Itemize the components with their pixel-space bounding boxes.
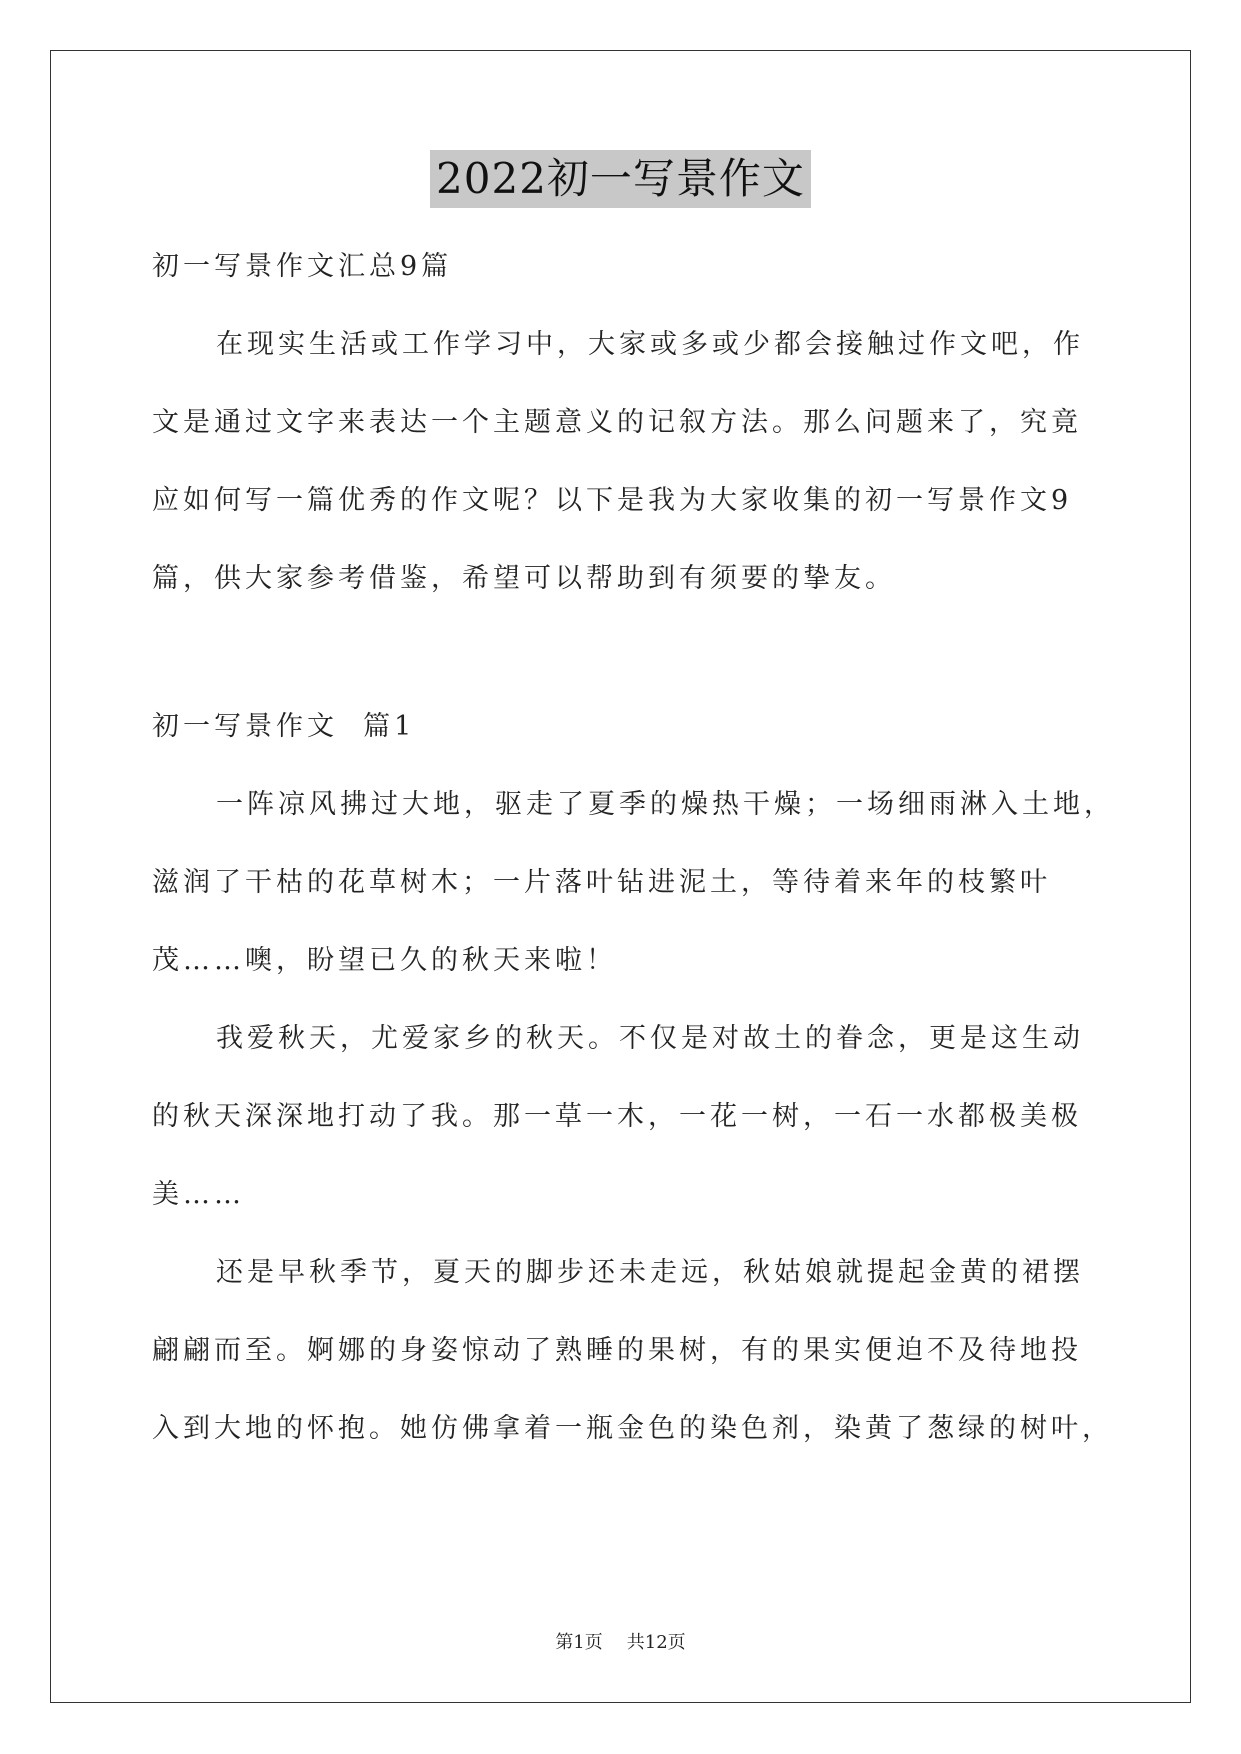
page-total: 共12页 bbox=[626, 1632, 686, 1653]
page-number: 第1页 bbox=[555, 1632, 603, 1653]
document-body bbox=[152, 228, 1115, 1468]
page-footer bbox=[0, 1628, 1241, 1654]
section-heading: 初一写景作文 篇1 bbox=[152, 711, 416, 742]
paragraph-line: 一阵凉风拂过大地，驱走了夏季的燥热干燥；一场细雨淋入土地， bbox=[216, 789, 1115, 820]
summary-heading: 初一写景作文汇总9篇 bbox=[152, 251, 453, 282]
intro-line: 篇，供大家参考借鉴，希望可以帮助到有须要的挚友。 bbox=[152, 563, 896, 594]
intro-line: 在现实生活或工作学习中，大家或多或少都会接触过作文吧，作 bbox=[216, 329, 1084, 360]
document-title: 2022初一写景作文 bbox=[430, 150, 811, 208]
paragraph-line: 翩翩而至。婀娜的身姿惊动了熟睡的果树，有的果实便迫不及待地投 bbox=[152, 1335, 1082, 1366]
title-container bbox=[0, 150, 1241, 208]
paragraph-line: 滋润了干枯的花草树木；一片落叶钻进泥土，等待着来年的枝繁叶 bbox=[152, 867, 1051, 898]
intro-line: 应如何写一篇优秀的作文呢？以下是我为大家收集的初一写景作文9 bbox=[152, 485, 1073, 516]
paragraph-line: 还是早秋季节，夏天的脚步还未走远，秋姑娘就提起金黄的裙摆 bbox=[216, 1257, 1084, 1288]
paragraph-line: 茂……噢，盼望已久的秋天来啦！ bbox=[152, 945, 617, 976]
paragraph-line: 我爱秋天，尤爱家乡的秋天。不仅是对故土的眷念，更是这生动 bbox=[216, 1023, 1084, 1054]
paragraph-line: 入到大地的怀抱。她仿佛拿着一瓶金色的染色剂，染黄了葱绿的树叶， bbox=[152, 1413, 1113, 1444]
section-gap bbox=[152, 618, 1092, 688]
paragraph-line: 美…… bbox=[152, 1179, 245, 1210]
paragraph-line: 的秋天深深地打动了我。那一草一木，一花一树，一石一水都极美极 bbox=[152, 1101, 1082, 1132]
intro-line: 文是通过文字来表达一个主题意义的记叙方法。那么问题来了，究竟 bbox=[152, 407, 1082, 438]
